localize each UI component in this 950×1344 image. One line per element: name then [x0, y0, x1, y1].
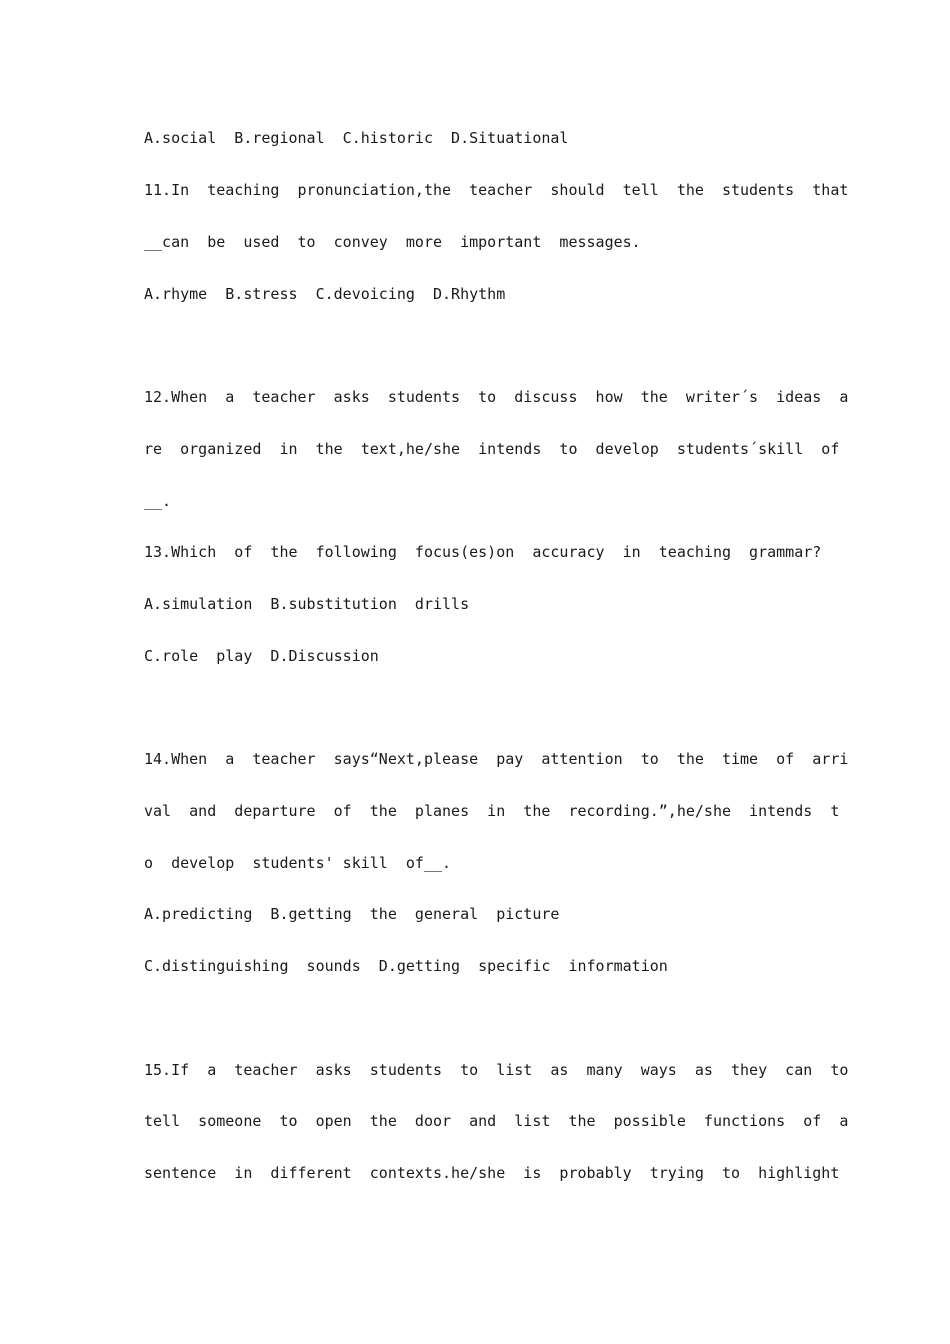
q12-text-line-1: 12.When a teacher asks students to discuss how the writer´s ideas a [144, 388, 849, 406]
q14-options-1: A.predicting B.getting the general picture [144, 905, 560, 923]
q10-options: A.social B.regional C.historic D.Situational [144, 129, 569, 147]
q14-text-line-1: 14.When a teacher says“Next,please pay attention to the time of arri [144, 750, 849, 768]
q14-text-line-2: val and departure of the planes in the recording.”,he/she intends t [144, 802, 840, 820]
q14-options-2: C.distinguishing sounds D.getting specific information [144, 957, 668, 975]
q11-text-line-2: __can be used to convey more important messages. [144, 233, 641, 251]
q15-text-line-2: tell someone to open the door and list the possible functions of a [144, 1112, 849, 1130]
q14-text-line-3: o develop students' skill of__. [144, 854, 452, 872]
q12-text-line-3: __. [144, 492, 172, 510]
q15-text-line-3: sentence in different contexts.he/she is probably trying to highlight [144, 1164, 840, 1182]
q12-text-line-2: re organized in the text,he/she intends to develop students´skill of [144, 440, 840, 458]
q13-text: 13.Which of the following focus(es)on accuracy in teaching grammar? [144, 543, 822, 561]
q11-options: A.rhyme B.stress C.devoicing D.Rhythm [144, 285, 506, 303]
q15-text-line-1: 15.If a teacher asks students to list as many ways as they can to [144, 1061, 849, 1079]
q11-text-line-1: 11.In teaching pronunciation,the teacher should tell the students that [144, 181, 849, 199]
q13-options-2: C.role play D.Discussion [144, 647, 379, 665]
q13-options-1: A.simulation B.substitution drills [144, 595, 470, 613]
